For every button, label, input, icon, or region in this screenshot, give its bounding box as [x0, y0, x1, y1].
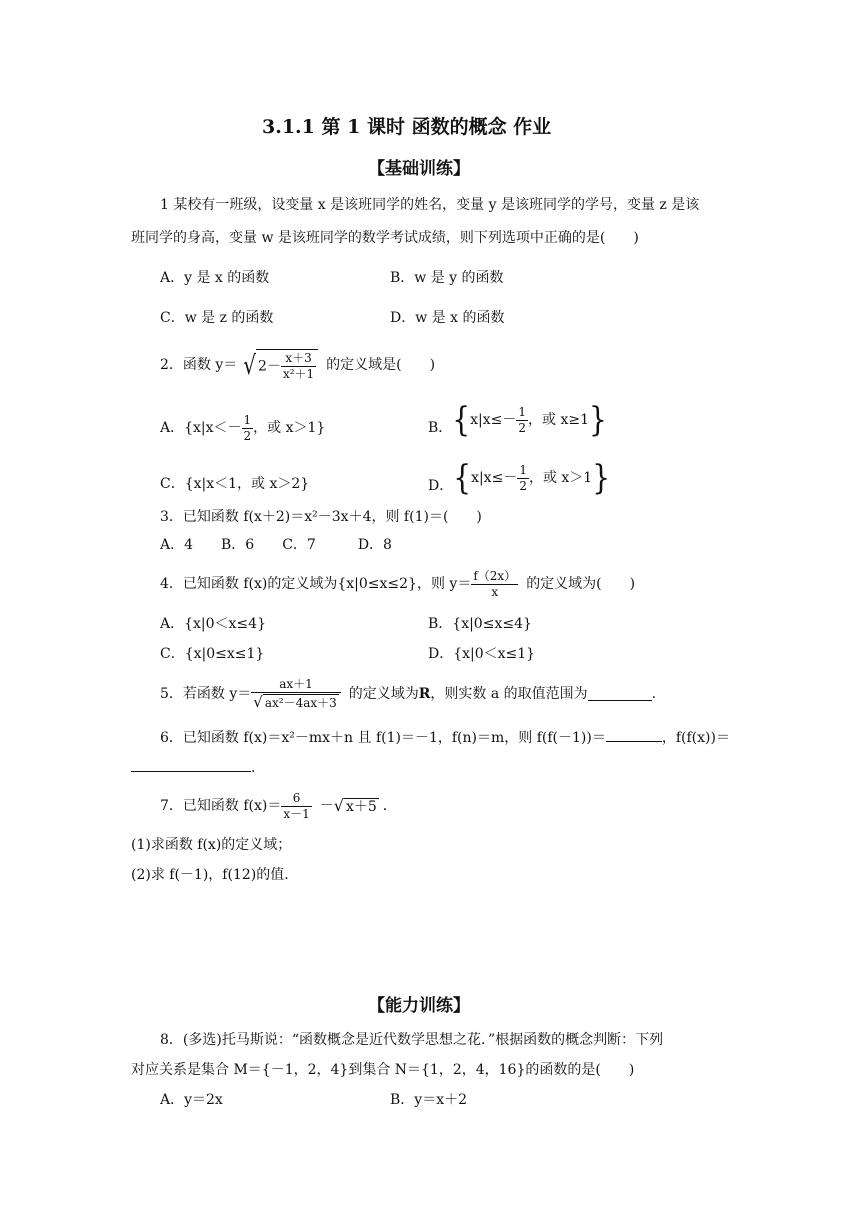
q2-d-in: x|x≤－ — [471, 470, 518, 486]
q4-stem — [160, 565, 635, 603]
section-basic-heading: 【基础训练】 — [368, 159, 470, 179]
q4-suffix: 的定义域为( ) — [526, 576, 636, 592]
q4-option-a: A．{x|0＜x≤4} — [160, 616, 266, 632]
q6-line1 — [160, 729, 730, 745]
q2-b-post: ，或 x≥1 — [528, 412, 589, 428]
q7-prefix: 7．已知函数 f(x)＝ — [160, 798, 282, 814]
q5-suffix-a: 的定义域为 — [348, 686, 419, 702]
sqrt-symbol: √ — [243, 349, 257, 381]
q5-frac-num: ax＋1 — [251, 677, 341, 693]
q6-answer-blank-1[interactable] — [606, 729, 662, 742]
q5-radicand: ax²－4ax＋3 — [264, 695, 337, 710]
q8-stem-line1: 8．(多选)托马斯说：“函数概念是近代数学思想之花．”根据函数的概念判断：下列 — [160, 1032, 664, 1048]
q2-stem — [160, 340, 435, 390]
q2-frac-den: x²＋1 — [282, 366, 315, 381]
half-den: 2 — [243, 428, 252, 443]
left-brace: { — [452, 399, 471, 440]
right-brace: } — [589, 399, 607, 440]
q2-suffix: 的定义域是( ) — [326, 357, 436, 373]
q7-radicand: x＋5 — [345, 799, 377, 815]
q2-option-c: C．{x|x＜1，或 x＞2} — [160, 476, 310, 492]
q2-a-post: ，或 x＞1} — [253, 420, 326, 436]
section-ability-heading: 【能力训练】 — [368, 996, 470, 1016]
right-brace: } — [592, 457, 611, 498]
q2-fraction — [281, 351, 316, 382]
q2-prefix: 2．函数 y＝ — [160, 357, 238, 373]
q6-end: . — [251, 760, 256, 776]
q4-option-b: B．{x|0≤x≤4} — [428, 616, 532, 632]
half-num: 1 — [518, 404, 527, 419]
left-brace: { — [453, 457, 472, 498]
q2-b-half — [516, 405, 528, 436]
q2-frac-num: x＋3 — [281, 351, 316, 367]
q2-a-half — [242, 413, 254, 444]
q1-option-c: C．w 是 z 的函数 — [160, 310, 274, 326]
half-den: 2 — [519, 478, 527, 493]
q4-frac-den: x — [491, 584, 499, 599]
q2-radicand — [256, 349, 318, 382]
q7-fraction — [281, 791, 311, 822]
half-num: 1 — [519, 462, 527, 477]
q2-d-pre: D． — [428, 478, 454, 494]
q6-line1a: 6．已知函数 f(x)＝x²－mx＋n 且 f(1)＝－1，f(n)＝m，则 f(f(－1))＝ — [160, 730, 606, 746]
q2-b-pre: B． — [428, 420, 453, 436]
q4-option-d: D．{x|0＜x≤1} — [428, 646, 536, 662]
q5-suffix-b: ，则实数 a 的取值范围为 — [430, 686, 588, 702]
q2-d-post: ，或 x＞1 — [528, 470, 593, 486]
q1-stem-line1: 1 某校有一班级，设变量 x 是该班同学的姓名，变量 y 是该班同学的学号，变量 z 是该 — [160, 197, 700, 213]
q2-b-in: x|x≤－ — [470, 412, 517, 428]
q4-frac-num: f（2x） — [473, 568, 517, 583]
q5-answer-blank[interactable] — [588, 688, 652, 701]
q6-line1b: ，f(f(x))＝ — [661, 730, 730, 746]
q1-stem-line2: 班同学的身高，变量 w 是该班同学的数学考试成绩，则下列选项中正确的是( ) — [131, 230, 639, 246]
half-num: 1 — [243, 412, 252, 427]
q4-option-c: C．{x|0≤x≤1} — [160, 646, 265, 662]
q2-option-a — [160, 408, 325, 448]
q7-frac-den: x－1 — [283, 806, 310, 821]
q1-option-b: B．w 是 y 的函数 — [390, 270, 504, 286]
q5-prefix: 5．若函数 y＝ — [160, 686, 252, 702]
q7-frac-num: 6 — [281, 791, 311, 807]
q7-sub2: (2)求 f(－1)，f(12)的值． — [131, 867, 299, 883]
q2-option-d — [428, 458, 610, 498]
q7-minus: － — [319, 798, 334, 814]
q4-fraction — [471, 569, 518, 600]
real-numbers-symbol: R — [418, 686, 431, 702]
q4-prefix: 4．已知函数 f(x)的定义域为{x|0≤x≤2}，则 y＝ — [160, 576, 472, 592]
q8-option-a: A．y＝2x — [160, 1092, 223, 1108]
document-title: 3.1.1 第 1 课时 函数的概念 作业 — [262, 116, 552, 138]
q7-end: ． — [382, 798, 397, 814]
q5-fraction — [251, 677, 341, 712]
q5-stem — [160, 673, 656, 715]
q2-a-pre: A．{x|x＜－ — [160, 420, 242, 436]
q3-options: A．4 B．6 C．7 D．8 — [160, 537, 392, 553]
q8-stem-line2: 对应关系是集合 M＝{－1，2，4}到集合 N＝{1，2，4，16}的函数的是( ) — [131, 1062, 635, 1078]
half-den: 2 — [518, 420, 527, 435]
q3-stem: 3．已知函数 f(x＋2)＝x²－3x＋4，则 f(1)＝( ) — [160, 509, 482, 525]
q7-sub1: (1)求函数 f(x)的定义域； — [131, 837, 292, 853]
q1-option-d: D．w 是 x 的函数 — [390, 310, 505, 326]
q2-option-b — [428, 400, 607, 440]
q2-d-half — [517, 463, 529, 494]
q8-option-b: B．y＝x＋2 — [390, 1092, 467, 1108]
q6-line2 — [131, 759, 255, 775]
q1-option-a: A．y 是 x 的函数 — [160, 270, 270, 286]
q5-end: . — [651, 686, 657, 702]
sqrt-symbol: √ — [333, 796, 344, 815]
q7-stem — [160, 785, 397, 827]
q6-answer-blank-2[interactable] — [131, 759, 251, 772]
q5-frac-den: √ ax²－4ax＋3 — [253, 692, 337, 711]
q2-inner-left: 2－ — [258, 358, 281, 374]
